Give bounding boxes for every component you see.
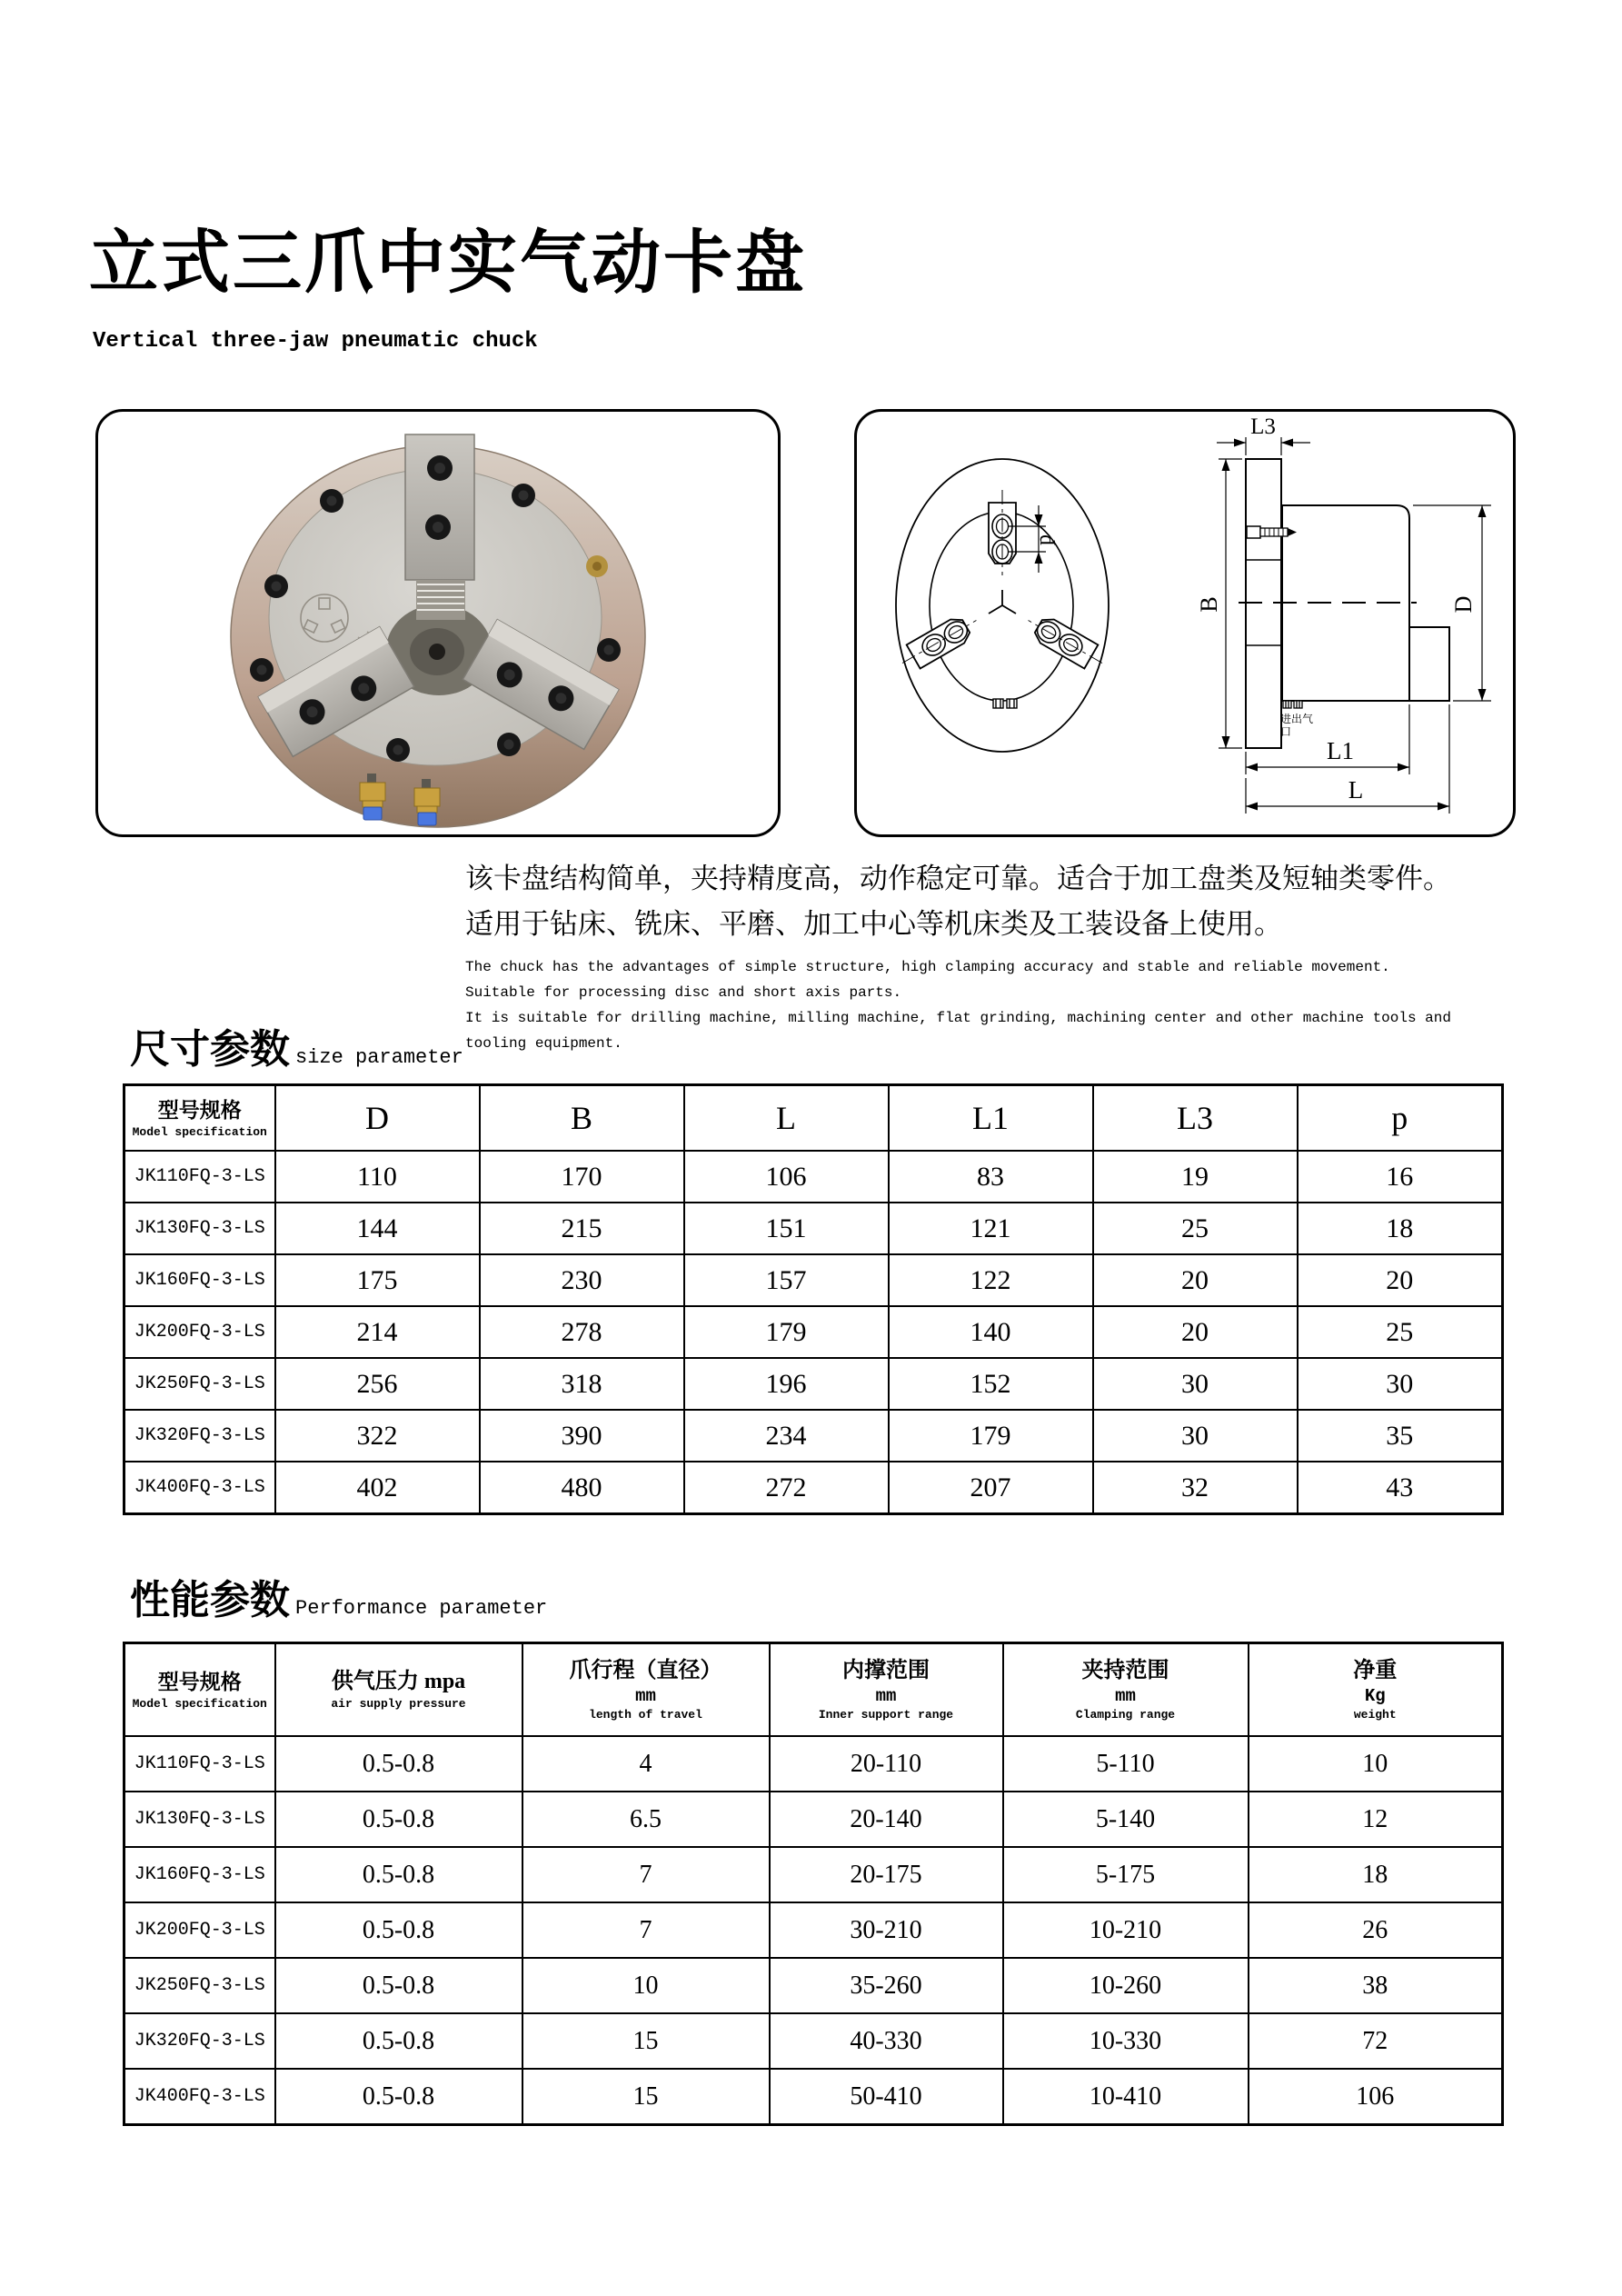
- perf-h4-en: Clamping range: [1075, 1708, 1176, 1722]
- value-cell: 18: [1249, 1847, 1503, 1902]
- value-cell: 151: [684, 1203, 889, 1254]
- value-cell: 157: [684, 1254, 889, 1306]
- value-cell: 4: [522, 1736, 770, 1792]
- model-cell: JK320FQ-3-LS: [124, 1410, 275, 1462]
- perf-header-jaw-travel: [522, 1643, 770, 1737]
- perf-table-header-row: [124, 1643, 1503, 1737]
- value-cell: 179: [684, 1306, 889, 1358]
- value-cell: 318: [480, 1358, 684, 1410]
- model-cell: JK130FQ-3-LS: [124, 1203, 275, 1254]
- dimension-L3: [1217, 437, 1310, 455]
- description-zh-line2: 适用于钻床、铣床、平磨、加工中心等机床类及工装设备上使用。: [465, 908, 1282, 941]
- air-port-label-line1: 进出气: [1280, 713, 1314, 725]
- table-row: [124, 2013, 1503, 2069]
- perf-h1-zh: 供气压力 mpa: [331, 1670, 466, 1693]
- performance-parameter-heading: [130, 1567, 547, 1625]
- model-cell: JK250FQ-3-LS: [124, 1358, 275, 1410]
- value-cell: 30-210: [770, 1902, 1003, 1958]
- value-cell: 25: [1093, 1203, 1298, 1254]
- col-header-D: D: [275, 1085, 480, 1152]
- value-cell: 230: [480, 1254, 684, 1306]
- table-row: [124, 1358, 1503, 1410]
- value-cell: 10-210: [1003, 1902, 1249, 1958]
- value-cell: 10-260: [1003, 1958, 1249, 2013]
- value-cell: 122: [889, 1254, 1093, 1306]
- description-zh-line1: 该卡盘结构简单，夹持精度高，动作稳定可靠。适合于加工盘类及短轴类零件。: [465, 863, 1451, 895]
- value-cell: 35: [1298, 1410, 1503, 1462]
- front-view: [896, 459, 1110, 752]
- value-cell: 402: [275, 1462, 480, 1514]
- value-cell: 5-175: [1003, 1847, 1249, 1902]
- value-cell: 30: [1298, 1358, 1503, 1410]
- side-view: [1196, 414, 1491, 814]
- description-en-para2: It is suitable for drilling machine, milling machine, flat grinding, machining center and other machine tools and tooling equipment.: [465, 1010, 1451, 1052]
- perf-h5-en: weight: [1353, 1708, 1397, 1722]
- perf-header-inner-support: [770, 1643, 1003, 1737]
- value-cell: 15: [522, 2069, 770, 2125]
- table-row: [124, 2069, 1503, 2125]
- perf-header-clamping-range: [1003, 1643, 1249, 1737]
- value-cell: 0.5-0.8: [275, 1902, 522, 1958]
- value-cell: 72: [1249, 2013, 1503, 2069]
- col-header-B: B: [480, 1085, 684, 1152]
- model-cell: JK200FQ-3-LS: [124, 1902, 275, 1958]
- table-row: [124, 1151, 1503, 1203]
- value-cell: 30: [1093, 1358, 1298, 1410]
- value-cell: 0.5-0.8: [275, 2013, 522, 2069]
- value-cell: 5-140: [1003, 1792, 1249, 1847]
- value-cell: 215: [480, 1203, 684, 1254]
- table-row: [124, 1203, 1503, 1254]
- value-cell: 0.5-0.8: [275, 1792, 522, 1847]
- size-heading-zh: 尺寸参数: [130, 1026, 290, 1073]
- model-header-zh: 型号规格: [157, 1098, 242, 1122]
- value-cell: 26: [1249, 1902, 1503, 1958]
- performance-parameter-table: [123, 1642, 1504, 2126]
- perf-h0-en: Model specification: [132, 1696, 267, 1711]
- value-cell: 30: [1093, 1410, 1298, 1462]
- table-row: [124, 1462, 1503, 1514]
- description-en-para1: The chuck has the advantages of simple structure, high clamping accuracy and stable and reliable movement. Suitable for processing disc and short axis parts.: [465, 959, 1390, 1001]
- value-cell: 20: [1093, 1306, 1298, 1358]
- value-cell: 25: [1298, 1306, 1503, 1358]
- table-row: [124, 1902, 1503, 1958]
- value-cell: 10-330: [1003, 2013, 1249, 2069]
- value-cell: 110: [275, 1151, 480, 1203]
- value-cell: 20: [1298, 1254, 1503, 1306]
- perf-header-model: [124, 1643, 275, 1737]
- value-cell: 144: [275, 1203, 480, 1254]
- dim-label-L: L: [1348, 776, 1364, 804]
- value-cell: 20-175: [770, 1847, 1003, 1902]
- value-cell: 7: [522, 1902, 770, 1958]
- model-cell: JK250FQ-3-LS: [124, 1958, 275, 2013]
- value-cell: 256: [275, 1358, 480, 1410]
- perf-heading-en: Performance parameter: [295, 1597, 548, 1620]
- perf-h0-zh: 型号规格: [157, 1670, 242, 1693]
- size-parameter-table: [123, 1083, 1504, 1515]
- center-hole: [429, 644, 445, 660]
- perf-h2-zh: 爪行程（直径）: [569, 1659, 722, 1682]
- value-cell: 6.5: [522, 1792, 770, 1847]
- value-cell: 196: [684, 1358, 889, 1410]
- perf-h3-zh: 内撑范围: [842, 1659, 930, 1682]
- model-header-en: Model specification: [132, 1124, 267, 1139]
- side-step: [1409, 627, 1449, 701]
- value-cell: 38: [1249, 1958, 1503, 2013]
- size-table-body: [124, 1151, 1503, 1514]
- col-header-L3: L3: [1093, 1085, 1298, 1152]
- value-cell: 170: [480, 1151, 684, 1203]
- model-cell: JK400FQ-3-LS: [124, 1462, 275, 1514]
- value-cell: 179: [889, 1410, 1093, 1462]
- value-cell: 234: [684, 1410, 889, 1462]
- page-subtitle: Vertical three-jaw pneumatic chuck: [93, 329, 538, 354]
- perf-h5-mid: Kg: [1364, 1686, 1386, 1706]
- page-title: 立式三爪中实气动卡盘: [89, 222, 807, 303]
- model-cell: JK130FQ-3-LS: [124, 1792, 275, 1847]
- value-cell: 10: [522, 1958, 770, 2013]
- perf-h4-mid: mm: [1115, 1686, 1136, 1706]
- technical-drawing: [857, 412, 1513, 834]
- value-cell: 50-410: [770, 2069, 1003, 2125]
- model-cell: JK160FQ-3-LS: [124, 1847, 275, 1902]
- value-cell: 19: [1093, 1151, 1298, 1203]
- size-table-header-row: [124, 1085, 1503, 1152]
- perf-h2-en: length of travel: [589, 1708, 702, 1722]
- value-cell: 0.5-0.8: [275, 1958, 522, 2013]
- perf-h2-mid: mm: [635, 1686, 656, 1706]
- value-cell: 0.5-0.8: [275, 1736, 522, 1792]
- value-cell: 152: [889, 1358, 1093, 1410]
- value-cell: 106: [1249, 2069, 1503, 2125]
- value-cell: 40-330: [770, 2013, 1003, 2069]
- value-cell: 12: [1249, 1792, 1503, 1847]
- value-cell: 35-260: [770, 1958, 1003, 2013]
- model-cell: JK200FQ-3-LS: [124, 1306, 275, 1358]
- model-cell: JK400FQ-3-LS: [124, 2069, 275, 2125]
- model-spec-header: [124, 1085, 275, 1152]
- chuck-photo: [98, 412, 778, 834]
- dim-label-L1: L1: [1327, 737, 1354, 764]
- dim-label-B: B: [1196, 596, 1222, 613]
- value-cell: 0.5-0.8: [275, 2069, 522, 2125]
- model-cell: JK110FQ-3-LS: [124, 1151, 275, 1203]
- value-cell: 214: [275, 1306, 480, 1358]
- size-parameter-heading: [130, 1016, 463, 1074]
- perf-h4-zh: 夹持范围: [1081, 1659, 1169, 1682]
- table-row: [124, 1306, 1503, 1358]
- value-cell: 0.5-0.8: [275, 1847, 522, 1902]
- table-row: [124, 1254, 1503, 1306]
- side-air-ports: [1283, 701, 1302, 708]
- table-row: [124, 1958, 1503, 2013]
- value-cell: 106: [684, 1151, 889, 1203]
- value-cell: 278: [480, 1306, 684, 1358]
- value-cell: 272: [684, 1462, 889, 1514]
- description-english: [465, 954, 1454, 1056]
- technical-drawing-panel: [854, 409, 1516, 837]
- model-cell: JK110FQ-3-LS: [124, 1736, 275, 1792]
- col-header-L1: L1: [889, 1085, 1093, 1152]
- table-row: [124, 1410, 1503, 1462]
- perf-h3-mid: mm: [875, 1686, 897, 1706]
- value-cell: 18: [1298, 1203, 1503, 1254]
- value-cell: 390: [480, 1410, 684, 1462]
- value-cell: 20-110: [770, 1736, 1003, 1792]
- perf-header-air-pressure: [275, 1643, 522, 1737]
- col-header-L: L: [684, 1085, 889, 1152]
- value-cell: 20-140: [770, 1792, 1003, 1847]
- perf-heading-zh: 性能参数: [130, 1577, 290, 1623]
- product-photo-panel: [95, 409, 781, 837]
- col-header-p: p: [1298, 1085, 1503, 1152]
- value-cell: 10: [1249, 1736, 1503, 1792]
- model-cell: JK320FQ-3-LS: [124, 2013, 275, 2069]
- description-chinese: [465, 856, 1483, 947]
- value-cell: 15: [522, 2013, 770, 2069]
- air-port-label-line2: 口: [1280, 725, 1292, 738]
- perf-h5-zh: 净重: [1353, 1659, 1398, 1682]
- value-cell: 20: [1093, 1254, 1298, 1306]
- value-cell: 83: [889, 1151, 1093, 1203]
- value-cell: 175: [275, 1254, 480, 1306]
- table-row: [124, 1847, 1503, 1902]
- perf-header-weight: [1249, 1643, 1503, 1737]
- perf-h1-en: air supply pressure: [331, 1697, 466, 1711]
- perf-table-body: [124, 1736, 1503, 2125]
- value-cell: 5-110: [1003, 1736, 1249, 1792]
- dim-label-p: p: [1032, 534, 1056, 545]
- dim-label-L3: L3: [1250, 414, 1276, 439]
- value-cell: 7: [522, 1847, 770, 1902]
- size-heading-en: size parameter: [295, 1046, 463, 1069]
- value-cell: 43: [1298, 1462, 1503, 1514]
- value-cell: 140: [889, 1306, 1093, 1358]
- value-cell: 121: [889, 1203, 1093, 1254]
- perf-h3-en: Inner support range: [818, 1708, 954, 1722]
- value-cell: 10-410: [1003, 2069, 1249, 2125]
- value-cell: 207: [889, 1462, 1093, 1514]
- value-cell: 16: [1298, 1151, 1503, 1203]
- value-cell: 322: [275, 1410, 480, 1462]
- table-row: [124, 1792, 1503, 1847]
- table-row: [124, 1736, 1503, 1792]
- value-cell: 480: [480, 1462, 684, 1514]
- value-cell: 32: [1093, 1462, 1298, 1514]
- dim-label-D: D: [1450, 595, 1477, 614]
- model-cell: JK160FQ-3-LS: [124, 1254, 275, 1306]
